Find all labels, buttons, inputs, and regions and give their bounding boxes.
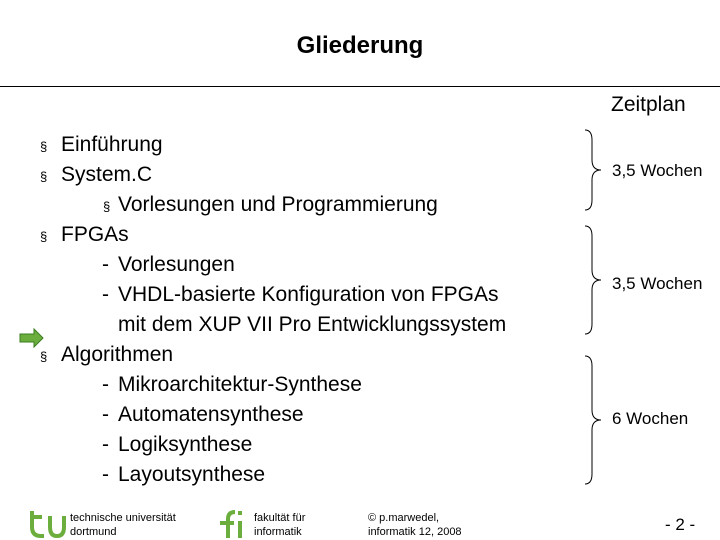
fi-logo-icon bbox=[216, 507, 246, 539]
bullet-icon: § bbox=[40, 349, 48, 364]
dash-icon: - bbox=[102, 253, 109, 276]
slide-title: Gliederung bbox=[296, 32, 424, 59]
schedule-header: Zeitplan bbox=[611, 93, 686, 116]
brace-icon bbox=[583, 128, 607, 212]
footer-university: technische universität dortmund bbox=[70, 512, 176, 538]
outline-subitem-vorlesungen: Vorlesungen bbox=[118, 253, 235, 276]
sub-bullet-icon: § bbox=[103, 199, 111, 214]
outline-item-einfuehrung: Einführung bbox=[61, 133, 163, 156]
bullet-icon: § bbox=[40, 229, 48, 244]
duration-label: 3,5 Wochen bbox=[612, 274, 703, 293]
dash-icon: - bbox=[102, 403, 109, 426]
outline-item-systemc: System.C bbox=[61, 163, 153, 186]
duration-label: 3,5 Wochen bbox=[612, 161, 703, 180]
dash-icon: - bbox=[102, 373, 109, 396]
dash-icon: - bbox=[102, 463, 109, 486]
outline-subitem-mikroarchitektur: Mikroarchitektur-Synthese bbox=[118, 373, 362, 396]
page-number: - 2 - bbox=[665, 515, 696, 534]
tu-logo-icon bbox=[30, 507, 68, 539]
outline-item-fpgas: FPGAs bbox=[61, 223, 129, 246]
bullet-icon: § bbox=[40, 169, 48, 184]
outline-subitem-automatensynthese: Automatensynthese bbox=[118, 403, 304, 426]
footer-faculty: fakultät für informatik bbox=[254, 512, 306, 538]
dash-icon: - bbox=[102, 283, 109, 306]
brace-icon bbox=[583, 354, 607, 486]
outline-subitem-layoutsynthese: Layoutsynthese bbox=[118, 463, 266, 486]
brace-icon bbox=[583, 224, 607, 336]
outline-subitem-logiksynthese: Logiksynthese bbox=[118, 433, 253, 456]
footer-copyright: © p.marwedel, informatik 12, 2008 bbox=[368, 512, 462, 538]
dash-icon: - bbox=[102, 433, 109, 456]
title-divider bbox=[0, 86, 720, 87]
outline-subitem-vhdl-continuation: mit dem XUP VII Pro Entwicklungssystem bbox=[118, 313, 507, 336]
outline-item-algorithmen: Algorithmen bbox=[61, 343, 174, 366]
outline-subitem-vorlesungen-programmierung: Vorlesungen und Programmierung bbox=[118, 193, 438, 216]
duration-label: 6 Wochen bbox=[612, 409, 689, 428]
outline-subitem-vhdl: VHDL-basierte Konfiguration von FPGAs bbox=[118, 283, 499, 306]
bullet-icon: § bbox=[40, 139, 48, 154]
